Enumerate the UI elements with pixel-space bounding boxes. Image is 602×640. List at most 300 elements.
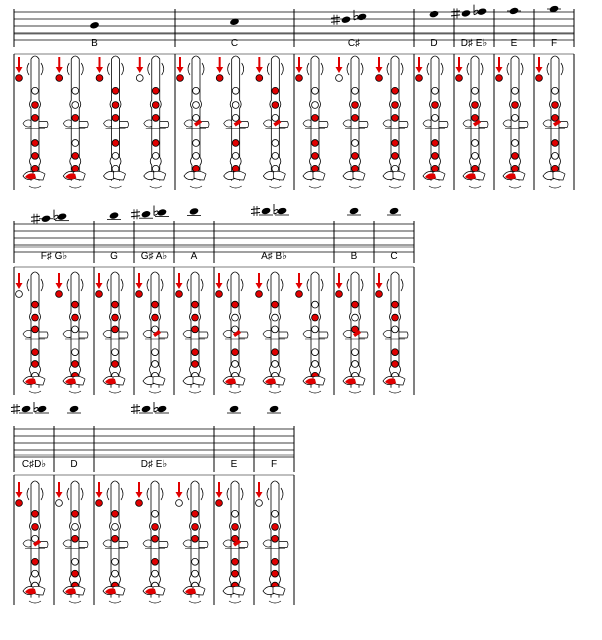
side-key bbox=[201, 279, 203, 291]
arrow-down-icon bbox=[216, 273, 223, 289]
tone-hole bbox=[312, 314, 319, 321]
tone-hole bbox=[272, 152, 279, 159]
note-group bbox=[267, 405, 281, 413]
arrow-down-icon bbox=[56, 273, 63, 289]
side-key bbox=[321, 63, 323, 75]
tone-hole bbox=[152, 558, 159, 565]
side-key bbox=[267, 488, 269, 500]
bell bbox=[469, 186, 481, 188]
note-group bbox=[251, 204, 289, 216]
note-label: G♯ A♭ bbox=[140, 251, 168, 262]
tone-hole bbox=[352, 361, 359, 368]
bell bbox=[110, 186, 122, 188]
thumb-hole bbox=[256, 75, 263, 82]
tone-hole bbox=[72, 102, 79, 109]
note-icon bbox=[389, 207, 399, 215]
side-key bbox=[267, 279, 269, 291]
tone-hole bbox=[312, 361, 319, 368]
tone-hole bbox=[432, 140, 439, 147]
staff-1 bbox=[14, 9, 574, 54]
tone-hole bbox=[352, 349, 359, 356]
clarinet-fingering-icon bbox=[216, 272, 249, 393]
thumb-hole bbox=[136, 75, 143, 82]
tone-hole bbox=[193, 87, 200, 94]
arrow-down-icon bbox=[177, 57, 184, 73]
thumb-hole bbox=[256, 500, 263, 507]
side-key bbox=[202, 63, 204, 75]
arrow-down-icon bbox=[416, 57, 423, 73]
tone-hole bbox=[272, 570, 279, 577]
side-key bbox=[107, 488, 109, 500]
tone-hole bbox=[72, 87, 79, 94]
clarinet-fingering-icon bbox=[96, 272, 129, 393]
clarinet-fingering-icon bbox=[376, 272, 409, 393]
side-key bbox=[27, 488, 29, 500]
bell bbox=[230, 186, 242, 188]
sharp-icon bbox=[251, 206, 260, 216]
tone-hole bbox=[152, 314, 159, 321]
side-key bbox=[23, 540, 31, 547]
side-key bbox=[143, 330, 151, 337]
note-label: A♯ B♭ bbox=[261, 251, 287, 262]
arrow-down-icon bbox=[376, 57, 383, 73]
clarinet-fingering-icon bbox=[296, 56, 329, 188]
side-key bbox=[162, 63, 164, 75]
tone-hole bbox=[232, 87, 239, 94]
tone-hole bbox=[32, 570, 39, 577]
tone-hole bbox=[192, 523, 199, 530]
side-key bbox=[343, 120, 351, 127]
sharp-icon bbox=[131, 209, 140, 219]
note-label: C bbox=[230, 38, 239, 49]
arrow-down-icon bbox=[136, 273, 143, 289]
side-key bbox=[399, 332, 408, 338]
thumb-hole bbox=[216, 75, 223, 82]
tone-hole bbox=[72, 314, 79, 321]
side-key bbox=[153, 376, 165, 385]
side-key bbox=[507, 63, 509, 75]
note-group bbox=[429, 10, 439, 18]
clarinet-fingering-icon bbox=[136, 481, 169, 603]
clarinet-fingering-icon bbox=[256, 56, 289, 188]
tone-hole bbox=[352, 314, 359, 321]
tone-hole bbox=[312, 152, 319, 159]
thumb-hole bbox=[376, 291, 383, 298]
tone-hole bbox=[32, 140, 39, 147]
bell bbox=[69, 391, 81, 393]
tone-hole bbox=[112, 349, 119, 356]
thumb-hole bbox=[536, 75, 543, 82]
tone-hole bbox=[352, 140, 359, 147]
thumb-hole bbox=[176, 500, 183, 507]
side-key bbox=[263, 120, 271, 127]
bell bbox=[149, 601, 161, 603]
side-key bbox=[427, 63, 429, 75]
tone-hole bbox=[512, 114, 519, 121]
side-key bbox=[387, 279, 389, 291]
bell bbox=[269, 391, 281, 393]
tone-hole bbox=[312, 102, 319, 109]
clarinet-fingering-icon bbox=[56, 481, 89, 603]
side-key bbox=[120, 122, 129, 128]
side-key bbox=[63, 330, 71, 337]
note-label: E bbox=[230, 459, 238, 470]
bell bbox=[69, 601, 81, 603]
tone-hole bbox=[32, 87, 39, 94]
tone-hole bbox=[112, 510, 119, 517]
note-icon bbox=[429, 10, 439, 18]
tone-hole bbox=[193, 102, 200, 109]
tone-hole bbox=[112, 152, 119, 159]
thumb-hole bbox=[16, 500, 23, 507]
side-key bbox=[361, 63, 363, 75]
side-key bbox=[161, 279, 163, 291]
side-key bbox=[223, 330, 231, 337]
side-key bbox=[503, 120, 511, 127]
side-key bbox=[122, 63, 124, 75]
tone-hole bbox=[392, 301, 399, 308]
tone-hole bbox=[272, 102, 279, 109]
tone-hole bbox=[32, 314, 39, 321]
tone-hole bbox=[232, 361, 239, 368]
tone-hole bbox=[472, 152, 479, 159]
bell bbox=[389, 391, 401, 393]
side-key bbox=[393, 171, 405, 180]
tone-hole bbox=[232, 349, 239, 356]
side-key bbox=[23, 330, 31, 337]
tone-hole bbox=[32, 361, 39, 368]
tone-hole bbox=[312, 114, 319, 121]
tone-hole bbox=[272, 510, 279, 517]
tone-hole bbox=[392, 152, 399, 159]
side-key bbox=[193, 376, 205, 385]
side-key bbox=[121, 488, 123, 500]
thumb-hole bbox=[96, 291, 103, 298]
tone-hole bbox=[112, 140, 119, 147]
side-key bbox=[242, 63, 244, 75]
side-key bbox=[267, 63, 269, 75]
side-key bbox=[154, 171, 166, 180]
side-key bbox=[103, 330, 111, 337]
side-key bbox=[194, 171, 206, 180]
side-key bbox=[188, 63, 190, 75]
note-group bbox=[31, 210, 69, 224]
tone-hole bbox=[72, 114, 79, 121]
side-key bbox=[303, 120, 311, 127]
side-key bbox=[281, 488, 283, 500]
note-icon bbox=[349, 207, 359, 215]
tone-hole bbox=[72, 570, 79, 577]
side-key bbox=[199, 332, 208, 338]
side-key bbox=[108, 63, 110, 75]
side-key bbox=[81, 488, 83, 500]
side-key bbox=[144, 120, 152, 127]
flat-icon bbox=[154, 402, 158, 412]
thumb-hole bbox=[56, 291, 63, 298]
bell bbox=[149, 391, 161, 393]
tone-hole bbox=[392, 114, 399, 121]
side-key bbox=[241, 488, 243, 500]
clarinet-fingering-icon bbox=[176, 272, 209, 393]
tone-hole bbox=[232, 570, 239, 577]
side-key bbox=[224, 120, 232, 127]
bell bbox=[389, 186, 401, 188]
side-key bbox=[553, 171, 565, 180]
arrow-down-icon bbox=[176, 273, 183, 289]
side-key bbox=[147, 488, 149, 500]
tone-hole bbox=[32, 510, 39, 517]
tone-hole bbox=[552, 87, 559, 94]
side-key bbox=[79, 122, 88, 128]
side-key bbox=[81, 63, 83, 75]
tone-hole bbox=[232, 301, 239, 308]
side-key bbox=[41, 279, 43, 291]
side-key bbox=[399, 122, 408, 128]
arrow-down-icon bbox=[336, 273, 343, 289]
tone-hole bbox=[32, 558, 39, 565]
side-key bbox=[383, 330, 391, 337]
side-key bbox=[343, 330, 351, 337]
tone-hole bbox=[152, 570, 159, 577]
tone-hole bbox=[472, 114, 479, 121]
clarinet-fingering-icon bbox=[256, 481, 289, 603]
note-icon bbox=[269, 405, 279, 413]
clarinet-fingering-icon bbox=[16, 481, 49, 603]
side-key bbox=[439, 122, 448, 128]
side-key bbox=[307, 279, 309, 291]
note-group bbox=[11, 402, 49, 414]
tone-hole bbox=[272, 523, 279, 530]
side-key bbox=[281, 63, 283, 75]
side-key bbox=[39, 122, 48, 128]
side-key bbox=[319, 332, 328, 338]
bell bbox=[69, 186, 81, 188]
side-key bbox=[401, 63, 403, 75]
side-key bbox=[121, 279, 123, 291]
tone-hole bbox=[272, 558, 279, 565]
tone-hole bbox=[232, 114, 239, 121]
thumb-hole bbox=[177, 75, 184, 82]
note-icon bbox=[189, 207, 199, 215]
clarinet-fingering-icon bbox=[256, 272, 289, 393]
clarinet-fingering-icon bbox=[536, 56, 569, 188]
sharp-icon bbox=[11, 404, 20, 414]
note-label: C♯ bbox=[347, 38, 361, 49]
side-key bbox=[353, 171, 365, 180]
arrow-down-icon bbox=[296, 273, 303, 289]
bell bbox=[309, 186, 321, 188]
thumb-hole bbox=[56, 75, 63, 82]
tone-hole bbox=[512, 140, 519, 147]
side-key bbox=[201, 488, 203, 500]
tone-hole bbox=[152, 510, 159, 517]
arrow-down-icon bbox=[216, 57, 223, 73]
tone-hole bbox=[512, 152, 519, 159]
side-key bbox=[63, 540, 71, 547]
bell bbox=[190, 186, 202, 188]
tone-hole bbox=[192, 314, 199, 321]
tone-hole bbox=[32, 326, 39, 333]
clarinet-fingering-icon bbox=[96, 481, 129, 603]
sharp-icon bbox=[331, 15, 340, 25]
tone-hole bbox=[272, 535, 279, 542]
note-label: C♯D♭ bbox=[21, 459, 47, 470]
thumb-hole bbox=[496, 75, 503, 82]
tone-hole bbox=[193, 140, 200, 147]
bell bbox=[29, 601, 41, 603]
note-label: C bbox=[390, 251, 398, 262]
tone-hole bbox=[193, 114, 200, 121]
tone-hole bbox=[152, 152, 159, 159]
tone-hole bbox=[72, 535, 79, 542]
thumb-hole bbox=[136, 500, 143, 507]
arrow-down-icon bbox=[256, 482, 263, 498]
tone-hole bbox=[312, 301, 319, 308]
tone-hole bbox=[392, 102, 399, 109]
arrow-down-icon bbox=[176, 482, 183, 498]
tone-hole bbox=[112, 523, 119, 530]
tone-hole bbox=[112, 535, 119, 542]
thumb-hole bbox=[256, 291, 263, 298]
clarinet-fingering-icon bbox=[376, 56, 409, 188]
arrow-down-icon bbox=[96, 273, 103, 289]
note-icon bbox=[69, 405, 79, 413]
bell bbox=[269, 186, 281, 188]
note-label: B bbox=[350, 251, 358, 262]
tone-hole bbox=[352, 87, 359, 94]
side-key bbox=[307, 63, 309, 75]
note-icon bbox=[341, 15, 351, 23]
bell bbox=[349, 186, 361, 188]
arrow-down-icon bbox=[376, 273, 383, 289]
side-key bbox=[561, 63, 563, 75]
note-label: A bbox=[190, 251, 198, 262]
side-key bbox=[321, 279, 323, 291]
flat-icon bbox=[274, 204, 278, 214]
clarinet-fingering-icon bbox=[56, 272, 89, 393]
tone-hole bbox=[312, 140, 319, 147]
tone-hole bbox=[152, 523, 159, 530]
side-key bbox=[67, 279, 69, 291]
tone-hole bbox=[112, 301, 119, 308]
tone-hole bbox=[112, 314, 119, 321]
thumb-hole bbox=[56, 500, 63, 507]
clarinet-fingering-icon bbox=[296, 272, 329, 393]
side-key bbox=[183, 330, 191, 337]
tone-hole bbox=[112, 114, 119, 121]
side-key bbox=[279, 542, 288, 548]
bell bbox=[189, 601, 201, 603]
bell bbox=[109, 391, 121, 393]
side-key bbox=[227, 279, 229, 291]
side-key bbox=[387, 63, 389, 75]
tone-hole bbox=[72, 301, 79, 308]
tone-hole bbox=[392, 361, 399, 368]
tone-hole bbox=[472, 87, 479, 94]
note-icon bbox=[141, 405, 151, 413]
thumb-hole bbox=[296, 75, 303, 82]
tone-hole bbox=[32, 301, 39, 308]
thumb-hole bbox=[176, 291, 183, 298]
thumb-hole bbox=[16, 291, 23, 298]
side-key bbox=[159, 542, 168, 548]
tone-hole bbox=[193, 152, 200, 159]
tone-hole bbox=[152, 361, 159, 368]
side-key bbox=[263, 330, 271, 337]
tone-hole bbox=[192, 535, 199, 542]
bell bbox=[29, 186, 41, 188]
tone-hole bbox=[152, 102, 159, 109]
side-key bbox=[228, 63, 230, 75]
clarinet-fingering-icon bbox=[336, 56, 369, 188]
side-key bbox=[107, 279, 109, 291]
tone-hole bbox=[232, 152, 239, 159]
side-key bbox=[223, 540, 231, 547]
tone-hole bbox=[192, 570, 199, 577]
note-label: F bbox=[270, 459, 278, 470]
tone-hole bbox=[272, 301, 279, 308]
bell bbox=[429, 186, 441, 188]
side-key bbox=[79, 332, 88, 338]
tone-hole bbox=[192, 510, 199, 517]
note-icon bbox=[89, 21, 99, 29]
side-key bbox=[481, 63, 483, 75]
note-label: D bbox=[430, 38, 438, 49]
thumb-hole bbox=[96, 75, 103, 82]
side-key bbox=[441, 63, 443, 75]
tone-hole bbox=[152, 87, 159, 94]
tone-hole bbox=[192, 326, 199, 333]
tone-hole bbox=[152, 535, 159, 542]
tone-hole bbox=[192, 301, 199, 308]
bell bbox=[349, 391, 361, 393]
note-group bbox=[107, 211, 121, 219]
arrow-down-icon bbox=[136, 482, 143, 498]
tone-hole bbox=[32, 349, 39, 356]
tone-hole bbox=[152, 349, 159, 356]
side-key bbox=[23, 120, 31, 127]
side-key bbox=[41, 63, 43, 75]
bell bbox=[229, 391, 241, 393]
side-key bbox=[361, 279, 363, 291]
tone-hole bbox=[72, 140, 79, 147]
note-label: D♯ E♭ bbox=[140, 459, 168, 470]
note-group bbox=[89, 21, 99, 29]
tone-hole bbox=[272, 114, 279, 121]
note-group bbox=[451, 5, 487, 19]
bell bbox=[29, 391, 41, 393]
tone-hole bbox=[272, 326, 279, 333]
arrow-down-icon bbox=[96, 482, 103, 498]
side-key bbox=[39, 332, 48, 338]
tone-hole bbox=[352, 102, 359, 109]
tone-hole bbox=[392, 140, 399, 147]
clarinet-fingering-icon bbox=[336, 272, 369, 393]
side-key bbox=[313, 171, 325, 180]
thumb-hole bbox=[336, 291, 343, 298]
note-group bbox=[227, 405, 241, 413]
thumb-hole bbox=[216, 500, 223, 507]
note-icon bbox=[141, 210, 151, 218]
tone-hole bbox=[512, 87, 519, 94]
bell bbox=[309, 391, 321, 393]
arrow-down-icon bbox=[256, 273, 263, 289]
clarinet-fingering-icon bbox=[96, 56, 129, 188]
side-key bbox=[383, 120, 391, 127]
bell bbox=[269, 601, 281, 603]
tone-hole bbox=[72, 326, 79, 333]
sharp-icon bbox=[451, 8, 460, 18]
